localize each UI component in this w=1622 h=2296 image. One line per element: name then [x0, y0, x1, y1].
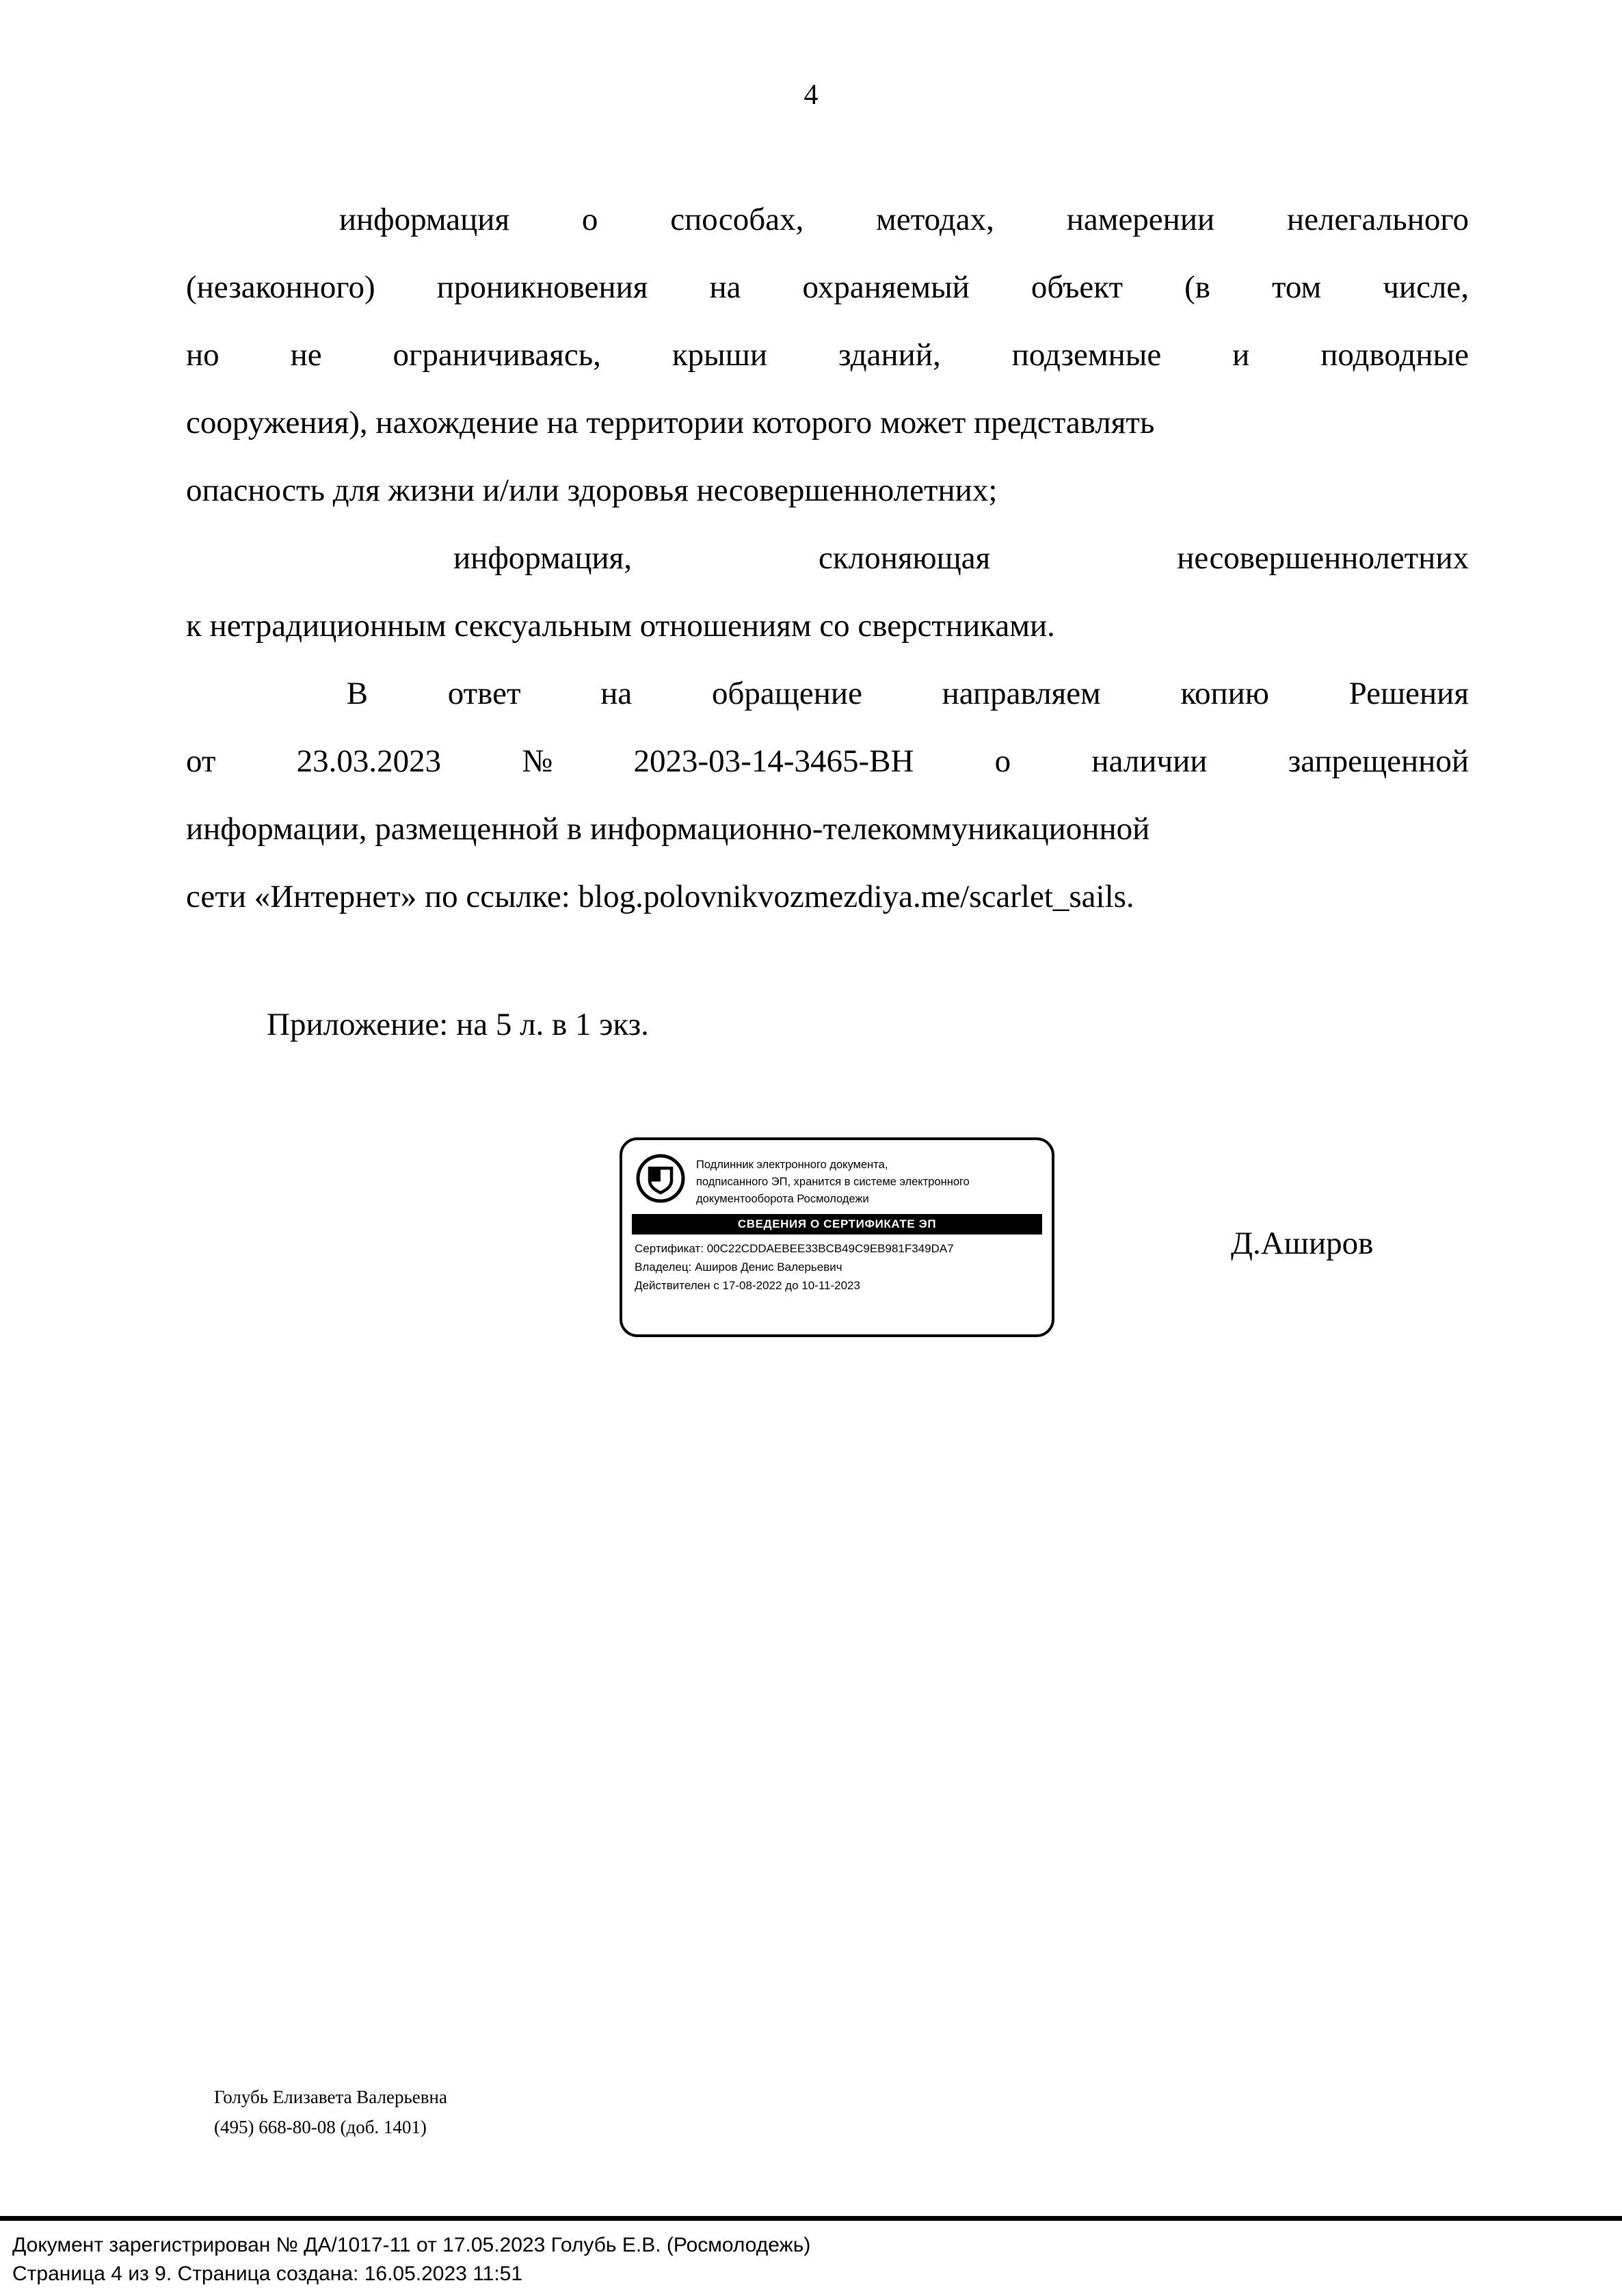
text-line: информации, размещенной в информационно-телекоммуникационной: [186, 811, 1150, 847]
stamp-description: [696, 1152, 970, 1208]
document-body: [186, 186, 1469, 931]
certificate-serial: Сертификат: 00C22CDDAEBEE33BCB49C9EB981F349DA7: [635, 1242, 954, 1255]
paragraph-decision-response: [186, 660, 1469, 931]
shield-in-circle-icon: [635, 1152, 687, 1204]
stamp-description-line: Подлинник электронного документа,: [696, 1159, 888, 1171]
footer-divider: [0, 2216, 1622, 2221]
text-line: информация о способах, методах, намерении нелегального: [338, 202, 1469, 237]
signatory-name: Д.Аширов: [1231, 1226, 1374, 1261]
decision-number: 2023-03-14-3465-ВН: [633, 743, 914, 779]
text-line: к нетрадиционным сексуальным отношениям со сверстниками.: [186, 608, 1055, 644]
page-info-line: Страница 4 из 9. Страница создана: 16.05.2023 11:51: [12, 2262, 523, 2285]
executor-phone: (495) 668-80-08 (доб. 1401): [214, 2117, 427, 2137]
paragraph-nontraditional-relations: [186, 525, 1469, 660]
paragraph-restricted-info-access: [186, 186, 1469, 525]
attachment-note: Приложение: на 5 л. в 1 экз.: [267, 1007, 649, 1042]
stamp-certificate-title: СВЕДЕНИЯ О СЕРТИФИКАТЕ ЭП: [632, 1214, 1042, 1235]
text-line: опасность для жизни и/или здоровья несовершеннолетних;: [186, 473, 998, 508]
stamp-header: [622, 1140, 1052, 1208]
executor-name: Голубь Елизавета Валерьевна: [214, 2087, 447, 2107]
stamp-description-line: подписанного ЭП, хранится в системе электронного: [696, 1176, 970, 1188]
page-number: 4: [803, 79, 819, 111]
text-line: В ответ на обращение направляем копию Решения: [346, 676, 1469, 711]
electronic-signature-stamp: [620, 1137, 1054, 1337]
text-line-with-url: сети «Интернет» по ссылке: blog.polovnikvozmezdiya.me/scarlet_sails.: [186, 879, 1134, 914]
certificate-owner: Владелец: Аширов Денис Валерьевич: [635, 1261, 842, 1274]
text-line: информация, склоняющая несовершеннолетних: [453, 540, 1469, 576]
stamp-certificate-details: [622, 1235, 1052, 1295]
registration-footer: [12, 2231, 810, 2288]
text-line: (незаконного) проникновения на охраняемый объект (в том числе,: [186, 269, 1469, 305]
text-line: сооружения), нахождение на территории которого может представлять: [186, 405, 1155, 440]
executor-contact-block: [214, 2082, 447, 2142]
text-line: но не ограничиваясь, крыши зданий, подземные и подводные: [186, 337, 1469, 373]
certificate-validity: Действителен с 17-08-2022 до 10-11-2023: [635, 1279, 860, 1292]
text-line: от 23.03.2023 № 2023-03-14-3465-ВН о наличии запрещенной: [186, 728, 1469, 795]
registration-line: Документ зарегистрирован № ДА/1017-11 от 17.05.2023 Голубь Е.В. (Росмолодежь): [12, 2234, 811, 2256]
stamp-description-line: документооборота Росмолодежи: [696, 1193, 869, 1205]
